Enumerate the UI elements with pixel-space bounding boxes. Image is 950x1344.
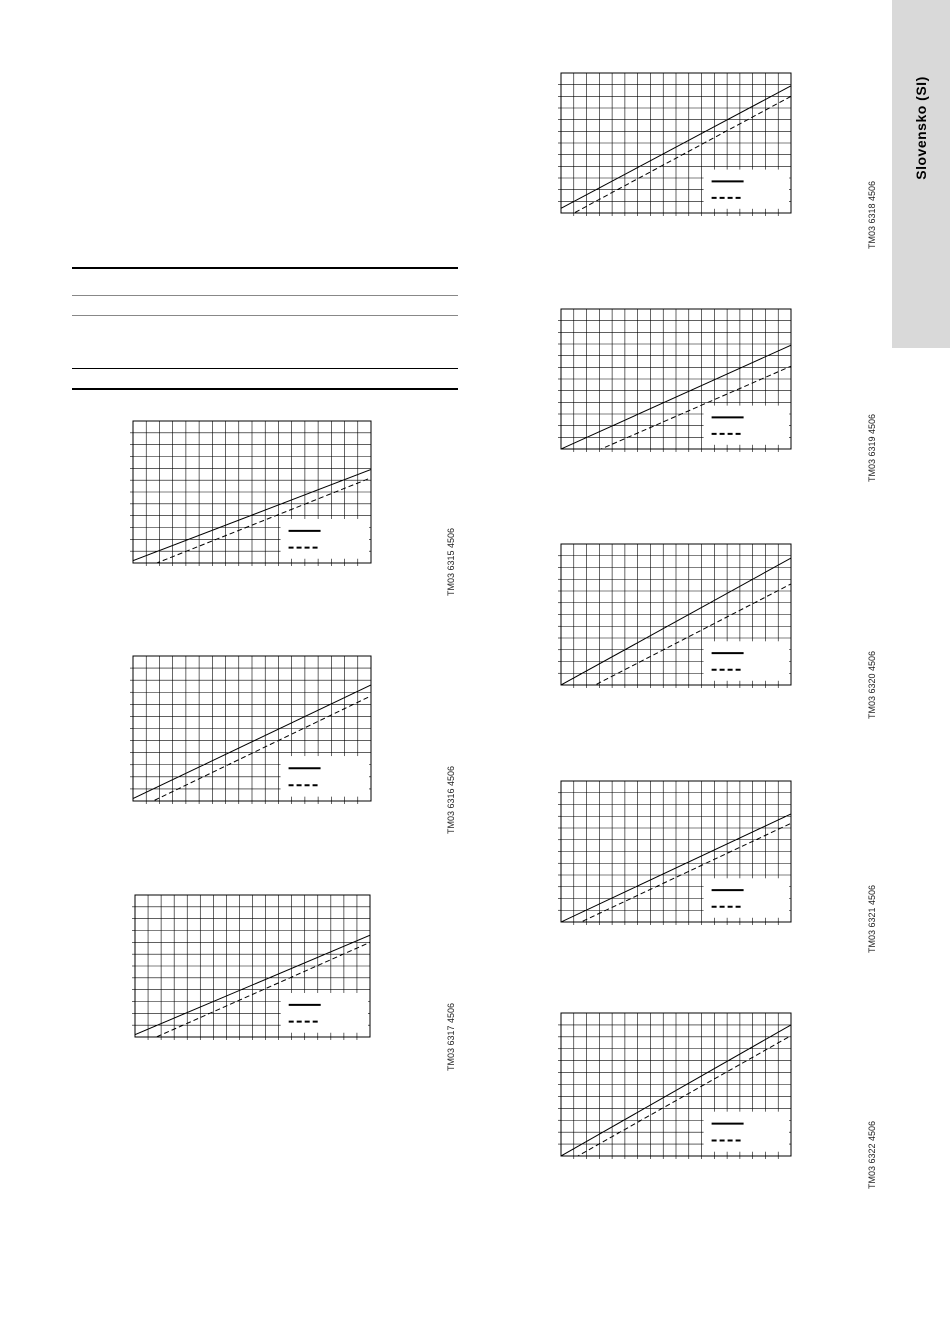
chart-5	[561, 309, 791, 449]
chart-6	[561, 544, 791, 685]
chart-1	[133, 421, 371, 563]
chart-7	[561, 781, 791, 922]
legend-box	[704, 878, 789, 917]
table-top-rule	[72, 267, 458, 269]
figure-code: TM03 6317 4506	[446, 1002, 456, 1072]
legend-box	[704, 641, 789, 680]
chart-3	[135, 895, 370, 1037]
figure-code: TM03 6322 4506	[867, 1120, 877, 1190]
figure-code: TM03 6316 4506	[446, 765, 456, 835]
figure-code: TM03 6319 4506	[867, 413, 877, 483]
figure-code: TM03 6320 4506	[867, 650, 877, 720]
legend-box	[281, 519, 369, 559]
chart-4	[561, 73, 791, 213]
legend-box	[704, 170, 789, 209]
legend-box	[281, 993, 368, 1033]
figure-code: TM03 6315 4506	[446, 527, 456, 597]
table-header-rule	[72, 295, 458, 296]
chart-2	[133, 656, 371, 801]
legend-box	[281, 756, 369, 797]
figure-code: TM03 6321 4506	[867, 884, 877, 954]
language-tab-label: Slovensko (SI)	[913, 76, 929, 180]
table-bottom-rule	[72, 388, 458, 390]
figure-code: TM03 6318 4506	[867, 180, 877, 250]
legend-box	[704, 406, 789, 445]
legend-box	[704, 1112, 789, 1152]
table-row-rule	[72, 315, 458, 316]
table-row-rule	[72, 368, 458, 369]
chart-8	[561, 1013, 791, 1156]
